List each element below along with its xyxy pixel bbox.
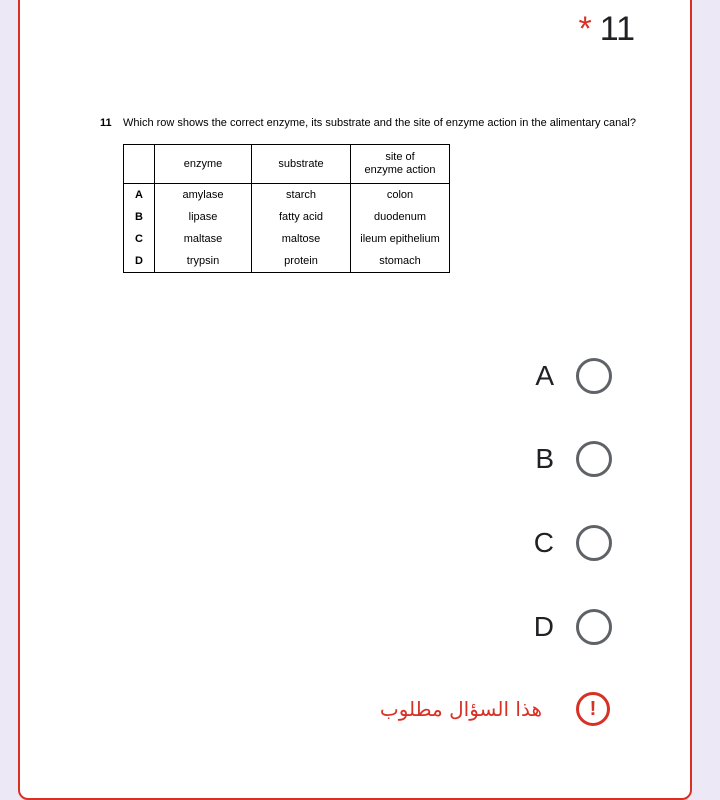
row-site: ileum epithelium: [351, 228, 450, 250]
row-enzyme: lipase: [155, 206, 252, 228]
question-title: [578, 10, 635, 49]
option-a-radio[interactable]: [576, 358, 612, 394]
option-c-label: C: [533, 527, 554, 558]
table-row: [124, 250, 450, 273]
option-d-radio[interactable]: [576, 609, 612, 645]
question-image: [100, 117, 660, 273]
table-header-site: site of enzyme action: [351, 145, 450, 184]
row-label: C: [124, 228, 155, 250]
option-d-label: D: [533, 611, 554, 642]
option-a[interactable]: [535, 358, 612, 394]
option-b-label: B: [535, 443, 554, 474]
warning-icon: !: [576, 692, 610, 726]
table-header-substrate: substrate: [252, 145, 351, 184]
table-row: [124, 228, 450, 250]
option-b-radio[interactable]: [576, 441, 612, 477]
table-header-blank: [124, 145, 155, 184]
question-card: [18, 0, 692, 800]
table-row: [124, 206, 450, 228]
option-d[interactable]: [534, 609, 612, 645]
row-label: A: [124, 184, 155, 207]
row-enzyme: amylase: [155, 184, 252, 207]
row-enzyme: trypsin: [155, 250, 252, 273]
option-b[interactable]: [535, 441, 612, 477]
row-substrate: fatty acid: [252, 206, 351, 228]
row-site: stomach: [351, 250, 450, 273]
row-substrate: protein: [252, 250, 351, 273]
question-number: 11: [599, 10, 635, 48]
required-asterisk: *: [578, 10, 592, 48]
option-c-radio[interactable]: [576, 525, 612, 561]
row-substrate: starch: [252, 184, 351, 207]
required-message: هذا السؤال مطلوب: [379, 697, 542, 721]
image-question-text: Which row shows the correct enzyme, its substrate and the site of enzyme action in the alimentary canal?: [123, 117, 636, 129]
option-a-label: A: [535, 360, 554, 391]
question-text-block: [100, 117, 660, 130]
table-row: [124, 184, 450, 207]
enzyme-table: [123, 144, 450, 273]
row-substrate: maltose: [252, 228, 351, 250]
option-c[interactable]: [534, 525, 612, 561]
row-site: duodenum: [351, 206, 450, 228]
row-enzyme: maltase: [155, 228, 252, 250]
row-label: B: [124, 206, 155, 228]
row-label: D: [124, 250, 155, 273]
row-site: colon: [351, 184, 450, 207]
required-warning: [380, 692, 610, 726]
image-question-number: 11: [100, 117, 112, 129]
table-header-enzyme: enzyme: [155, 145, 252, 184]
table-header-row: [124, 145, 450, 184]
